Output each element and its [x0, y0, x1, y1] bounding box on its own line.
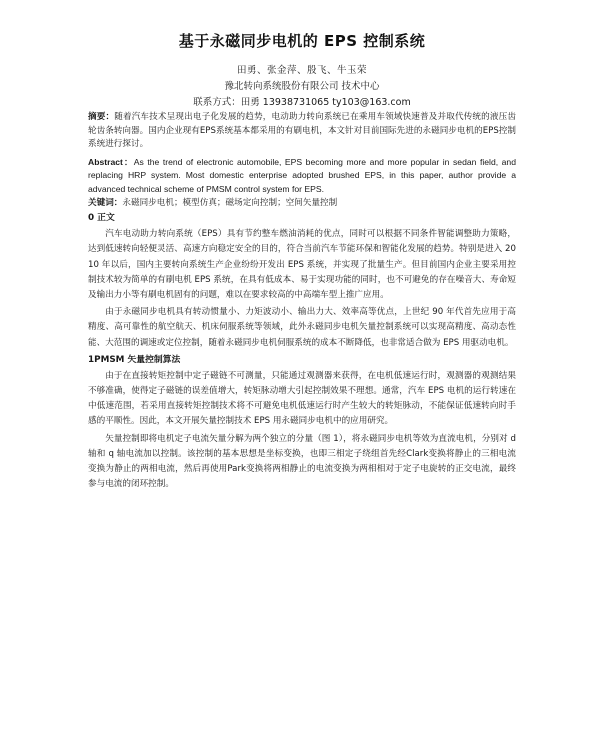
- section-0-paragraph: 汽车电动助力转向系统（EPS）具有节约整车燃油消耗的优点，同时可以根据不同条件智能调整助力策略，达到低速转向轻便灵活、高速方向稳定安全的目的，符合当前汽车节能环保和智能化发展的趋势。特别是进入 2010 年以后，国内主要转向系统生产企业纷纷开发出 EPS 系统，并实现了批量生产。但目前国内企业主要采用控制技术较为简单的有刷电机 EPS 系统，在具有低成本、易于实现功能的同时，也不可避免的存在噪音大、寿命短及输出力小等有刷电机固有的问题，难以在要求较高的中高端车型上推广应用。: [88, 229, 516, 300]
- abstract-cn-text: 随着汽车技术呈现出电子化发展的趋势，电动助力转向系统已在乘用车领域快速普及并取代传统的液压齿轮齿条转向器。国内企业现有EPS系统基本都采用的有刷电机，本文针对目前国际先进的永磁同步电机的EPS控制系统进行探讨。: [88, 112, 516, 150]
- section-0-heading: 0 正文: [88, 213, 115, 224]
- affiliation: 豫北转向系统股份有限公司 技术中心: [224, 81, 380, 92]
- section-0-paragraph: 由于永磁同步电机具有转动惯量小、力矩波动小、输出力大、效率高等优点，上世纪 90 年代首先应用于高精度、高可靠性的航空航天、机床伺服系统等领域，此外永磁同步电机矢量控制系统可以实现高精度、高动态性能、大范围的调速或定位控制，随着永磁同步电机伺服系统的成本不断降低，也非常适合做为 EPS 用驱动电机。: [88, 307, 516, 348]
- abstract-en-text: As the trend of electronic automobile, EPS becoming more and more popular in sedan field, and replacing HRP system. Most domestic enterprise adopted brushed EPS, in this paper, author provide a advanced technical scheme of PMSM control system for EPS.: [88, 156, 516, 194]
- keywords: [88, 197, 516, 211]
- keywords-label: 关键词：: [88, 197, 123, 208]
- paper-title: 基于永磁同步电机的 EPS 控制系统: [178, 32, 426, 50]
- abstract-cn-label: 摘要：: [88, 112, 115, 122]
- section-1-heading: 1PMSM 矢量控制算法: [88, 354, 181, 365]
- keywords-text: 永磁同步电机；模型仿真；磁场定向控制；空间矢量控制: [122, 197, 338, 208]
- abstract-en: [88, 156, 516, 197]
- section-1-paragraph: 由于在直接转矩控制中定子磁链不可测量，只能通过观测器来获得，在电机低速运行时，观测器的观测结果不够准确，使得定子磁链的误差值增大，转矩脉动增大引起控制效果不理想。通常，汽车 EPS 电机的运行转速在中低速范围，若采用直接转矩控制技术将不可避免电机低速运行时产生较大的转矩脉动，不能保证低速转向时手感的平顺性。因此，本文开展矢量控制技术 EPS 用永磁同步电机中的应用研究。: [88, 370, 516, 427]
- author-list: 田勇、张金萍、殷飞、牛玉荣: [236, 65, 367, 76]
- abstract-en-label: Abstract：: [88, 156, 134, 167]
- section-1-paragraph: 矢量控制即将电机定子电流矢量分解为两个独立的分量（图 1），将永磁同步电机等效为直流电机，分别对 d 轴和 q 轴电流加以控制。该控制的基本思想是坐标变换，也即三相定子绕组首先经Clark变换将静止的三相电流变换为静止的两相电流，然后再使用Park变换将两相静止的电流变换为两相相对于定子电旋转的正交电流，最终参与电流的闭环控制。: [88, 433, 516, 490]
- abstract-cn: [88, 111, 516, 152]
- contact-info: 联系方式：田勇 13938731065 ty103@163.com: [193, 97, 411, 108]
